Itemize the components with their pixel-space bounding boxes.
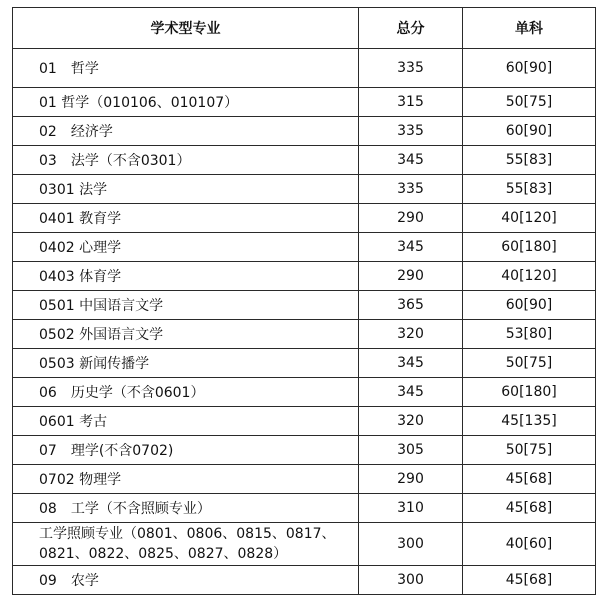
major-cell: 0402 心理学 [13, 233, 359, 262]
total-cell: 345 [359, 233, 463, 262]
total-cell: 320 [359, 407, 463, 436]
total-cell: 345 [359, 378, 463, 407]
major-cell: 0601 考古 [13, 407, 359, 436]
table-row [13, 49, 596, 88]
table-row [13, 378, 596, 407]
single-cell: 60[90] [463, 291, 596, 320]
single-cell: 55[83] [463, 146, 596, 175]
table-row [13, 233, 596, 262]
major-cell: 01 哲学（010106、010107） [13, 88, 359, 117]
major-cell: 0403 体育学 [13, 262, 359, 291]
major-cell: 02 经济学 [13, 117, 359, 146]
major-cell: 0301 法学 [13, 175, 359, 204]
header-total: 总分 [359, 8, 463, 49]
major-cell: 0501 中国语言文学 [13, 291, 359, 320]
total-cell: 320 [359, 320, 463, 349]
total-cell: 345 [359, 349, 463, 378]
total-cell: 290 [359, 465, 463, 494]
table-row [13, 88, 596, 117]
single-cell: 45[68] [463, 566, 596, 595]
total-cell: 335 [359, 117, 463, 146]
table-row [13, 465, 596, 494]
table-row [13, 291, 596, 320]
total-cell: 315 [359, 88, 463, 117]
score-table [12, 7, 596, 595]
single-cell: 50[75] [463, 349, 596, 378]
table-row [13, 262, 596, 291]
single-cell: 60[180] [463, 378, 596, 407]
total-cell: 310 [359, 494, 463, 523]
total-cell: 290 [359, 204, 463, 233]
table-row [13, 320, 596, 349]
header-single: 单科 [463, 8, 596, 49]
total-cell: 305 [359, 436, 463, 465]
total-cell: 335 [359, 49, 463, 88]
major-cell: 07 理学(不含0702) [13, 436, 359, 465]
single-cell: 60[90] [463, 117, 596, 146]
total-cell: 300 [359, 523, 463, 566]
single-cell: 45[68] [463, 494, 596, 523]
total-cell: 365 [359, 291, 463, 320]
single-cell: 53[80] [463, 320, 596, 349]
major-cell: 08 工学（不含照顾专业） [13, 494, 359, 523]
single-cell: 50[75] [463, 88, 596, 117]
table-row [13, 175, 596, 204]
major-cell: 0502 外国语言文学 [13, 320, 359, 349]
major-cell: 0702 物理学 [13, 465, 359, 494]
major-cell: 工学照顾专业（0801、0806、0815、0817、0821、0822、0825、0827、0828） [13, 523, 359, 566]
major-cell: 01 哲学 [13, 49, 359, 88]
single-cell: 40[120] [463, 204, 596, 233]
table-row [13, 407, 596, 436]
header-major: 学术型专业 [13, 8, 359, 49]
major-cell: 06 历史学（不含0601） [13, 378, 359, 407]
table-row [13, 146, 596, 175]
table-row [13, 436, 596, 465]
major-cell: 03 法学（不含0301） [13, 146, 359, 175]
single-cell: 40[120] [463, 262, 596, 291]
single-cell: 55[83] [463, 175, 596, 204]
single-cell: 60[90] [463, 49, 596, 88]
table-row [13, 117, 596, 146]
single-cell: 50[75] [463, 436, 596, 465]
table-row [13, 566, 596, 595]
table-row [13, 494, 596, 523]
single-cell: 40[60] [463, 523, 596, 566]
table-row [13, 523, 596, 566]
single-cell: 60[180] [463, 233, 596, 262]
single-cell: 45[68] [463, 465, 596, 494]
table-row [13, 349, 596, 378]
total-cell: 300 [359, 566, 463, 595]
single-cell: 45[135] [463, 407, 596, 436]
total-cell: 345 [359, 146, 463, 175]
total-cell: 290 [359, 262, 463, 291]
major-cell: 09 农学 [13, 566, 359, 595]
major-cell: 0503 新闻传播学 [13, 349, 359, 378]
header-row [13, 8, 596, 49]
total-cell: 335 [359, 175, 463, 204]
major-cell: 0401 教育学 [13, 204, 359, 233]
table-row [13, 204, 596, 233]
